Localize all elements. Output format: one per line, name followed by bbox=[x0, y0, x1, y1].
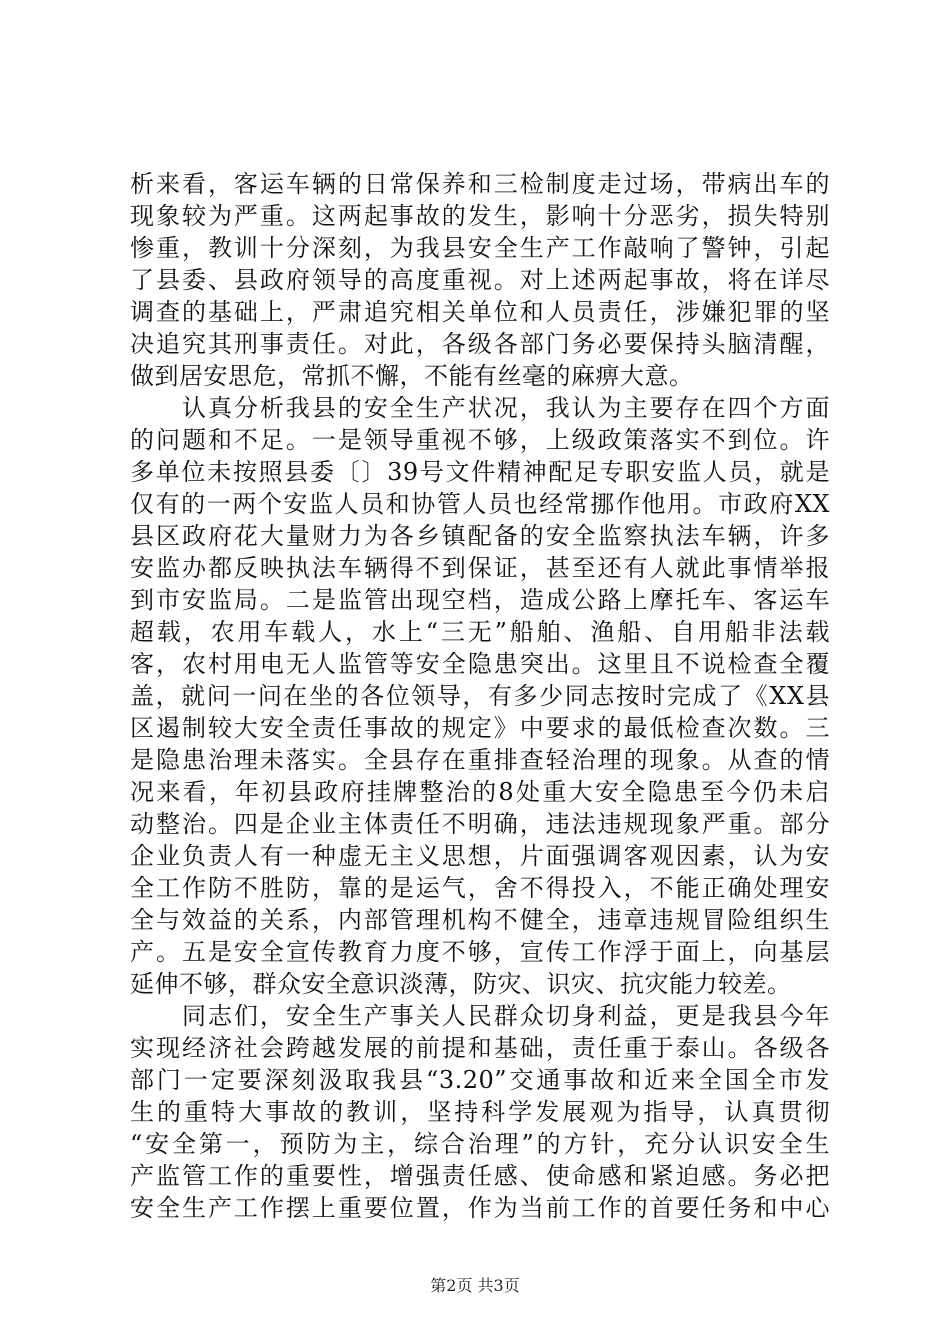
text-line: 动整治。四是企业主体责任不明确，违法违规现象严重。部分 bbox=[130, 810, 830, 838]
text-line: “安全第一，预防为主，综合治理”的方针，充分认识安全生 bbox=[130, 1130, 830, 1158]
text-line: 仅有的一两个安监人员和协管人员也经常挪作他用。市政府XX bbox=[130, 490, 830, 518]
text-line: 安全生产工作摆上重要位置，作为当前工作的首要任务和中心 bbox=[130, 1194, 830, 1222]
text-line: 同志们，安全生产事关人民群众切身利益，更是我县今年 bbox=[130, 1002, 830, 1030]
text-line: 多单位未按照县委〔〕39号文件精神配足专职安监人员，就是 bbox=[130, 458, 830, 486]
text-line: 盖，就问一问在坐的各位领导，有多少同志按时完成了《XX县 bbox=[130, 682, 830, 710]
text-line: 全工作防不胜防，靠的是运气，舍不得投入，不能正确处理安 bbox=[130, 874, 830, 902]
text-line: 况来看，年初县政府挂牌整治的8处重大安全隐患至今仍未启 bbox=[130, 778, 830, 806]
text-line: 的问题和不足。一是领导重视不够，上级政策落实不到位。许 bbox=[130, 426, 830, 454]
text-line: 决追究其刑事责任。对此，各级各部门务必要保持头脑清醒， bbox=[130, 330, 830, 358]
document-body bbox=[130, 168, 830, 1224]
text-line: 实现经济社会跨越发展的前提和基础，责任重于泰山。各级各 bbox=[130, 1034, 830, 1062]
text-line: 调查的基础上，严肃追究相关单位和人员责任，涉嫌犯罪的坚 bbox=[130, 298, 830, 326]
text-line: 区遏制较大安全责任事故的规定》中要求的最低检查次数。三 bbox=[130, 714, 830, 742]
text-line: 析来看，客运车辆的日常保养和三检制度走过场，带病出车的 bbox=[130, 170, 830, 198]
text-line: 产监管工作的重要性，增强责任感、使命感和紧迫感。务必把 bbox=[130, 1162, 830, 1190]
text-line: 认真分析我县的安全生产状况，我认为主要存在四个方面 bbox=[130, 394, 830, 422]
text-line: 县区政府花大量财力为各乡镇配备的安全监察执法车辆，许多 bbox=[130, 522, 830, 550]
text-line: 现象较为严重。这两起事故的发生，影响十分恶劣，损失特别 bbox=[130, 202, 830, 230]
text-line: 客，农村用电无人监管等安全隐患突出。这里且不说检查全覆 bbox=[130, 650, 830, 678]
text-line: 到市安监局。二是监管出现空档，造成公路上摩托车、客运车 bbox=[130, 586, 830, 614]
text-line: 产。五是安全宣传教育力度不够，宣传工作浮于面上，向基层 bbox=[130, 938, 830, 966]
text-line: 全与效益的关系，内部管理机构不健全，违章违规冒险组织生 bbox=[130, 906, 830, 934]
text-line: 是隐患治理未落实。全县存在重排查轻治理的现象。从查的情 bbox=[130, 746, 830, 774]
text-line: 延伸不够，群众安全意识淡薄，防灾、识灾、抗灾能力较差。 bbox=[130, 970, 792, 998]
text-line: 做到居安思危，常抓不懈，不能有丝毫的麻痹大意。 bbox=[130, 362, 694, 390]
text-line: 安监办都反映执法车辆得不到保证，甚至还有人就此事情举报 bbox=[130, 554, 830, 582]
text-line: 部门一定要深刻汲取我县“3.20”交通事故和近来全国全市发 bbox=[130, 1066, 830, 1094]
text-line: 了县委、县政府领导的高度重视。对上述两起事故，将在详尽 bbox=[130, 266, 830, 294]
page-footer: 第2页 共3页 bbox=[430, 1276, 520, 1295]
text-line: 企业负责人有一种虚无主义思想，片面强调客观因素，认为安 bbox=[130, 842, 830, 870]
text-line: 惨重，教训十分深刻，为我县安全生产工作敲响了警钟，引起 bbox=[130, 234, 830, 262]
text-line: 超载，农用车载人，水上“三无”船舶、渔船、自用船非法载 bbox=[130, 618, 830, 646]
text-line: 生的重特大事故的教训，坚持科学发展观为指导，认真贯彻 bbox=[130, 1098, 830, 1126]
